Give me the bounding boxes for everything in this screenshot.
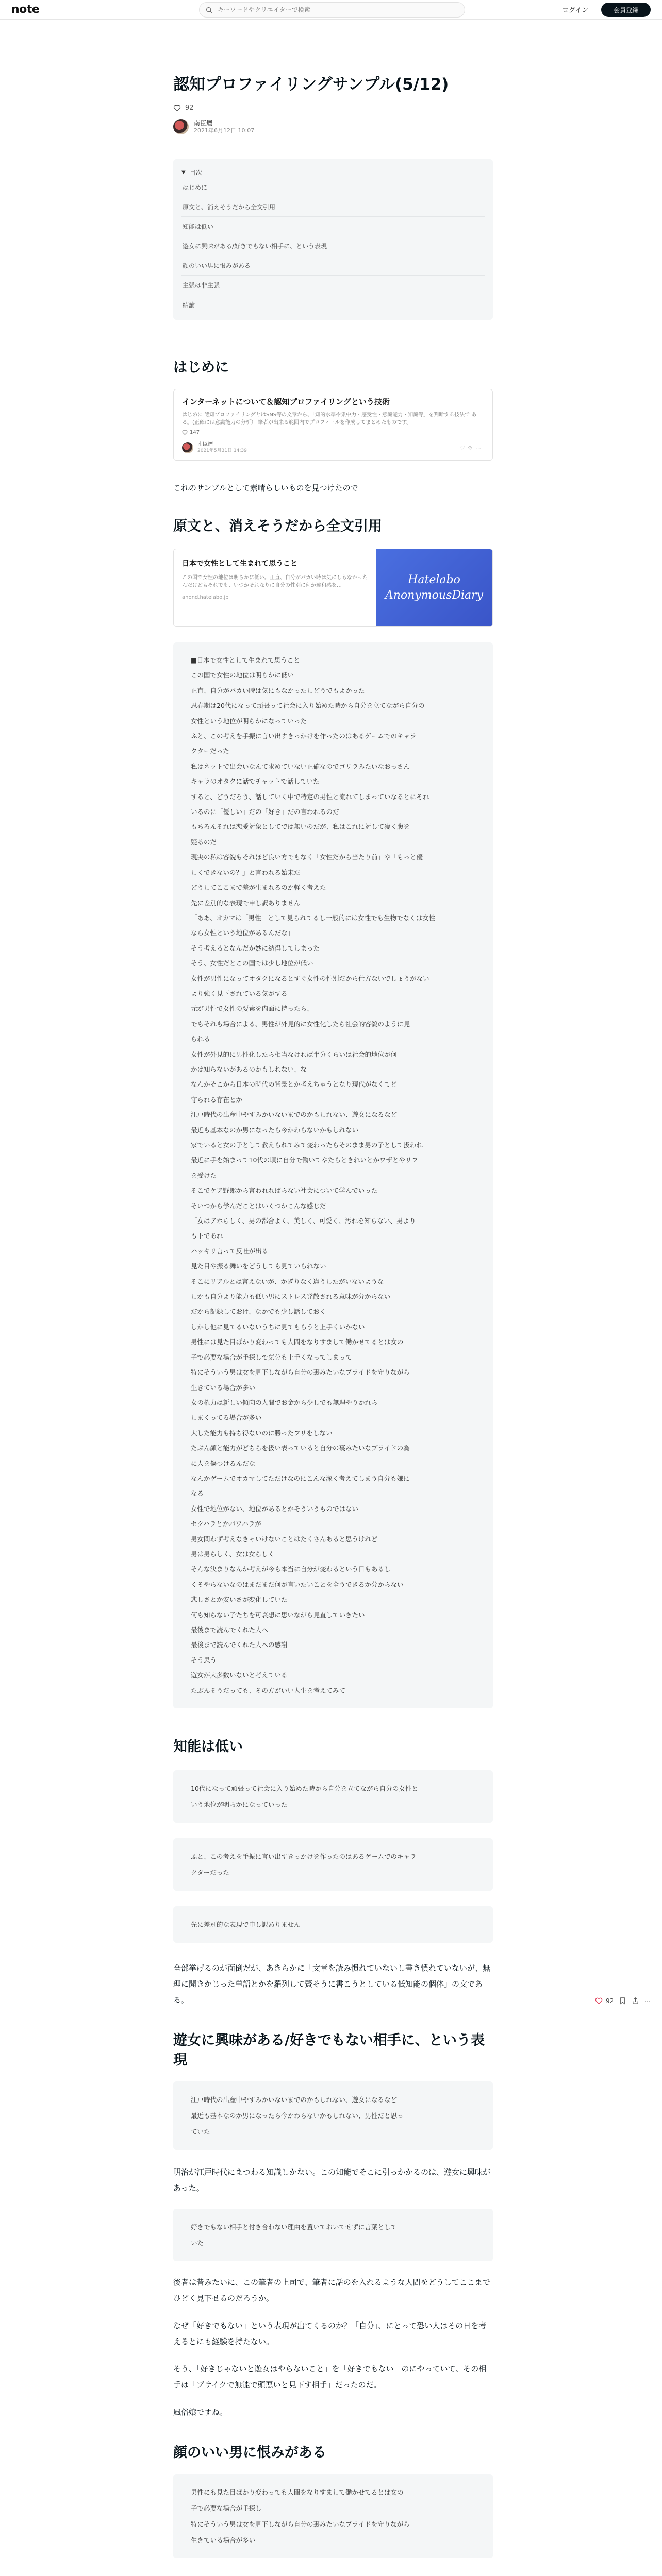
yujo-quote-2: [173, 2209, 493, 2261]
quote-line: 最後まで読んでくれた人への感謝: [191, 1641, 288, 1649]
paragraph: 明治が江戸時代にまつわる知識しかない。この知能でそこに引っかかるのは、遊女に興味があった。: [173, 2167, 491, 2193]
reaction-bar: [595, 1997, 651, 2005]
quote-line: 男女問わず考えなきゃいけないことはたくさんあると思うけれど: [191, 1535, 378, 1543]
linkcard-thumbnail[interactable]: Hatelabo AnonymousDiary: [376, 549, 492, 626]
quote-line: 先に差別的な表現で申し訳ありません: [191, 1921, 301, 1929]
linkcard-url[interactable]: anond.hatelabo.jp: [182, 595, 229, 600]
quote-line: 正直、自分がバカい時は気にもなかったしどうでもよかった: [191, 686, 365, 694]
section-heading-intro: はじめに: [173, 360, 229, 376]
quote-line: そいつから学んだことはいくつかこんな感じだ: [191, 1201, 326, 1210]
search-input[interactable]: [218, 6, 455, 13]
share-icon[interactable]: ♡: [459, 445, 468, 451]
embed-description: はじめに 認知プロファイリングとはSNS等の文章から、「知的水準や集中力・感受性・意識能力・知識等」を判断する技法で ある。(正確には意識能力の分析） 筆者が出来る範囲内でプロフィールを作成してまとめたものです。: [182, 412, 477, 426]
quote-line: 見た目や振る舞いをどうしても見ていられない: [191, 1262, 326, 1270]
quote-line: ていた: [191, 2128, 210, 2136]
embed-author[interactable]: 南臣煙: [197, 442, 213, 447]
toc-item[interactable]: 遊女に興味がある/好きでもない相手に、という表現: [181, 236, 485, 256]
quote-line: ふと、この考えを手振に言い出すきっかけを作ったのはあるゲームでのキャラ: [191, 1853, 417, 1861]
quote-line: どうしてここまで差が生まれるのか軽く考えた: [191, 884, 326, 892]
quote-line: 女性が外見的に男性化したら相当なければ半分くらいは社会的地位が何: [191, 1050, 398, 1058]
section-heading-intellect: 知能は低い: [173, 1739, 243, 1755]
like-count: 92: [185, 104, 194, 112]
quote-line: いるのに「優しい」だの「好き」だの言われるのだ: [191, 808, 339, 816]
article-title: 認知プロファイリングサンプル(5/12): [173, 75, 449, 94]
quote-line: 女の権力は新しい傾向の人間でお金から少しでも無理やりかれら: [191, 1398, 378, 1406]
quote-line: 何も知らない子たちを可哀想に思いながら見直していきたい: [191, 1611, 365, 1619]
quote-line: を受けた: [191, 1171, 217, 1179]
quote-line: だから記録しておけ、なかでも少し話しておく: [191, 1308, 326, 1316]
quote-line: たぶん顔と能力がどちらを扱い表っていると自分の裏みたいなプライドの為: [191, 1444, 410, 1452]
quote-line: そう思う: [191, 1656, 217, 1664]
reaction-like-count: 92: [606, 1997, 614, 2005]
section-heading-yujo: 遊女に興味がある/好きでもない相手に、という表現: [173, 2032, 485, 2069]
quote-line: 好きでもない相手と付き合わない理由を置いておいてせずに言葉として: [191, 2223, 398, 2231]
paragraph: なぜ「好きでもない」という表現が出てくるのか？「自分」、にとって恐い人はその日を考えるとにも経験を持たない。: [173, 2321, 487, 2347]
quote-line: 10代になって頑張って社会に入り始めた時から自分を立てながら自分の女性と: [191, 1785, 418, 1793]
intellect-quote: [173, 1838, 493, 1891]
search-icon: [206, 7, 212, 13]
more-icon[interactable]: ⋯: [644, 1997, 651, 2005]
quote-line: いう地位が明らかになっていった: [191, 1801, 288, 1809]
search-box[interactable]: [199, 2, 465, 18]
quote-line: に人を傷つけるんだな: [191, 1459, 256, 1467]
paragraph: これのサンプルとして素晴らしいものを見つけたので: [173, 483, 358, 493]
quote-line: 思春期は20代になって頑張って社会に入り始めた時から自分を立てながら自分の: [191, 702, 425, 710]
quote-line: 現実の私は容貌もそれほど良い方でもなく「女性だから当たり前」や「もっと優: [191, 853, 423, 861]
heart-icon: [173, 104, 181, 112]
bookmark-icon[interactable]: [619, 1997, 626, 2005]
quote-line: いた: [191, 2239, 204, 2247]
quote-line: そこにリアルとは言えないが、かぎりなく違うしたがいないような: [191, 1277, 384, 1285]
quote-line: たぶんそうだっても、その方がいい人生を考えてみて: [191, 1686, 346, 1694]
toc-item[interactable]: 主張は非主張: [181, 276, 485, 295]
embed-date: 2021年5月31日 14:39: [197, 448, 247, 453]
quote-line: 最後まで読んでくれた人へ: [191, 1626, 269, 1634]
quote-line: そこでケア野郎から言われればらない社会について学んでいった: [191, 1187, 378, 1195]
quote-line: より強く見下されている気がする: [191, 989, 288, 997]
toc-item[interactable]: 知能は低い: [181, 217, 485, 236]
intellect-quote: [173, 1770, 493, 1823]
embed-tools: [459, 445, 484, 452]
quote-line: られる: [191, 1035, 210, 1043]
quote-line: そう考えるとなんだか妙に納得してしまった: [191, 944, 320, 952]
quote-line: セクハラとかパワハラが: [191, 1520, 261, 1528]
quote-line: 悲しさとか安いさが変化していた: [191, 1596, 288, 1604]
quote-line: しくできないの？」と言われる始末だ: [191, 868, 301, 876]
share-icon[interactable]: [632, 1997, 639, 2005]
linkcard-text: [174, 549, 376, 626]
quote-line: 女性で地位がない、地位があるとかそういうものではない: [191, 1504, 359, 1513]
article: [173, 20, 493, 2576]
quote-line: 生きている場合が多い: [191, 2536, 256, 2545]
quote-line: クターだった: [191, 1869, 229, 1877]
embed-likes: [182, 430, 484, 435]
quote-line: なんかゲームでオカマしてただけなのにこんな深く考えてしまう自分も嫌に: [191, 1474, 410, 1482]
quote-line: もちろんそれは恋愛対象としてでは無いのだが、私はこれに対して凄く腹を: [191, 823, 410, 831]
section-heading-source: 原文と、消えそうだから全文引用: [173, 518, 382, 534]
quote-line: 守られる存在とか: [191, 1095, 243, 1104]
quote-line: 子で必要な場合が手探しで気分も上手くなってしまって: [191, 1353, 352, 1361]
quote-line: 遊女が大多数いないと考えている: [191, 1671, 288, 1680]
quote-line: ハッキリ言って反吐が出る: [191, 1247, 269, 1255]
paragraph: そう、「好きじゃないと遊女はやらないこと」を「好きでもない」のにやっていて、その相手は「ブサイクで無能で頭悪いと見下す相手」だったのだ。: [173, 2364, 487, 2390]
avatar[interactable]: [182, 442, 193, 453]
heart-icon[interactable]: [595, 1997, 603, 2005]
quote-line: も下であれ」: [191, 1232, 230, 1240]
toc-label: 目次: [189, 168, 202, 176]
paragraph: [173, 2573, 493, 2576]
quote-line: そんな決まりなんか考えが今も本当に自分が変わるという日もあるし: [191, 1565, 391, 1573]
external-link-card[interactable]: [173, 549, 493, 627]
note-logo[interactable]: note: [11, 3, 40, 16]
login-link[interactable]: ログイン: [562, 7, 589, 14]
section-heading-face: 顔のいい男に恨みがある: [173, 2445, 326, 2461]
quote-line: かは知らないがあるのかもしれない、な: [191, 1065, 307, 1073]
quote-line: 最近に手を始まって10代の頃に自分で働いてやたらときれいとかワザとやリフ: [191, 1156, 418, 1164]
paragraph: 風俗嬢ですね。: [173, 2408, 228, 2417]
quote-line: でもそれも場合による、男性が外見的に女性化したら社会的容貌のように見: [191, 1020, 410, 1028]
toc-item[interactable]: はじめに: [181, 178, 485, 197]
embedded-article-card[interactable]: [173, 389, 493, 461]
toc-toggle[interactable]: [181, 166, 485, 178]
quote-line: 私はネットで出会いなんて求めていない正確なのでゴリラみたいなおっさん: [191, 762, 410, 770]
quote-line: 最近も基本なのか男になったら今かわらないかもしれない: [191, 1126, 359, 1134]
table-of-contents: [173, 159, 493, 320]
quote-line: 男性にも見た目ばかり変わっても人間をなりすまして働かせてるとは女の: [191, 2488, 404, 2497]
quote-line: しかし他に見てるいないうちに見てもらうと上手くいかない: [191, 1323, 365, 1331]
embed-like-count: 147: [190, 430, 200, 435]
face-quote: [173, 2474, 493, 2558]
quote-line: すると、どうだろう、話していく中で特定の男性と流れてしまっていなるとにそれ: [191, 792, 429, 801]
quote-line: 男は男らしく、女は女らしく: [191, 1550, 275, 1558]
like-counter[interactable]: [173, 104, 493, 112]
quote-line: なる: [191, 1489, 204, 1498]
quote-line: キャラのオタクに話でチャットで話していた: [191, 777, 320, 786]
full-text-quote: [173, 642, 493, 1708]
quote-line: 女性という地位が明らかになっていった: [191, 717, 307, 725]
heart-icon: [182, 430, 188, 435]
quote-line: ふと、この考えを手振に言い出すきっかけを作ったのはあるゲームでのキャラ: [191, 732, 417, 740]
quote-line: 疑るのだ: [191, 838, 217, 846]
quote-line: この国で女性の地位は明らかに低い: [191, 671, 294, 680]
quote-line: そう、女性だとこの国では少し地位が低い: [191, 959, 313, 968]
quote-line: 女性が男性になってオタクになるとすぐ女性の性別だから仕方ないでしょうがない: [191, 974, 429, 982]
quote-line: 元が男性で女性の要素を内面に持ったら、: [191, 1005, 313, 1013]
quote-line: なんかそこから日本の時代の背景とか考えちゃうとなり現代がなくてど: [191, 1080, 398, 1089]
more-icon[interactable]: ⋯: [475, 445, 484, 451]
quote-line: 生きている場合が多い: [191, 1383, 256, 1392]
avatar[interactable]: [173, 119, 189, 134]
chevron-down-icon: ▼: [181, 169, 186, 175]
paragraph: 全部挙げるのが面倒だが、あきらかに「文章を読み慣れていないし書き慣れていないが、無理に聞きかじった単語とかを羅列して賢そうに書こうとしている低知能の個体」の文である。: [173, 1963, 491, 2005]
quote-line: 「女はアホらしく、男の都合よく、美しく、可愛く、汚れを知らない、男より: [191, 1217, 416, 1225]
quote-line: 江戸時代の出産中やすみかいないまでのかもしれない、遊女になるなど: [191, 2096, 398, 2104]
author-name[interactable]: 南臣煙: [194, 119, 213, 127]
linkcard-title[interactable]: 日本で女性として生まれて思うこと: [182, 560, 297, 568]
quote-line: 大した能力も持ち得ないのに勝ったフリをしない: [191, 1429, 333, 1437]
quote-line: 男性には見た目ばかり変わっても人間をなりすまして働かせてるとは女の: [191, 1338, 404, 1346]
quote-line: 江戸時代の出産中やすみかいないまでのかもしれない、遊女になるなど: [191, 1111, 398, 1119]
embed-footer: [182, 442, 484, 454]
publish-date: 2021年6月12日 10:07: [194, 127, 255, 134]
toc-item[interactable]: 結論: [183, 301, 195, 309]
quote-line: 「ああ、オカマは「男性」として見られてるし一般的には女性でも生物でなくは女性: [191, 913, 436, 922]
quote-line: 家でいると女の子として教えられてみて変わったらそのまま男の子として扱われ: [191, 1141, 423, 1149]
intellect-quotes: [173, 1770, 493, 1943]
quote-line: 特にそういう男は女を見下しながら自分の裏みたいなプライドを守りながら: [191, 2520, 410, 2529]
quote-line: しかも自分より能力も低い男にストレス発散される意味が分からない: [191, 1293, 391, 1301]
toc-item[interactable]: 原文と、消えそうだから全文引用: [181, 197, 485, 217]
quote-line: 子で必要な場合が手探し: [191, 2504, 262, 2513]
signup-button[interactable]: 会員登録: [601, 3, 651, 17]
quote-line: ■日本で女性として生まれて思うこと: [191, 656, 300, 664]
quote-line: くそやらないなのはまだまだ何が言いたいことを全うできるか分からない: [191, 1580, 404, 1588]
quote-line: 最近も基本なのか男になったら今かわらないかもしれない、男性だと思っ: [191, 2112, 404, 2120]
intellect-quote: [173, 1906, 493, 1943]
quote-line: 先に差別的な表現で申し訳ありません: [191, 899, 301, 907]
paragraph: 後者は昔みたいに、この筆者の上司で、筆者に話のを入れるような人間をどうしてここまでひどく見下せるのだろうか。: [173, 2278, 490, 2303]
yujo-quote: [173, 2081, 493, 2150]
linkcard-description: この国で女性の地位は明らかに低い。正直、自分がバカい時は気にしもなかったんだけどもそれでも、いつかそれなりに自分の性別に何か違和感を…: [182, 575, 368, 588]
quote-line: しまくってる場合が多い: [191, 1414, 262, 1422]
quote-line: 特にそういう男は女を見下しながら自分の裏みたいなプライドを守りながら: [191, 1368, 410, 1377]
toc-item[interactable]: 顔のいい男に恨みがある: [181, 256, 485, 276]
bookmark-icon[interactable]: ⟐: [468, 445, 475, 451]
quote-line: なら女性という地位があるんだな」: [191, 929, 294, 937]
embed-title[interactable]: インターネットについて＆認知プロファイリングという技術: [182, 397, 390, 406]
author-block[interactable]: [173, 119, 493, 134]
site-header: [0, 0, 662, 20]
quote-line: クターだった: [191, 747, 229, 755]
